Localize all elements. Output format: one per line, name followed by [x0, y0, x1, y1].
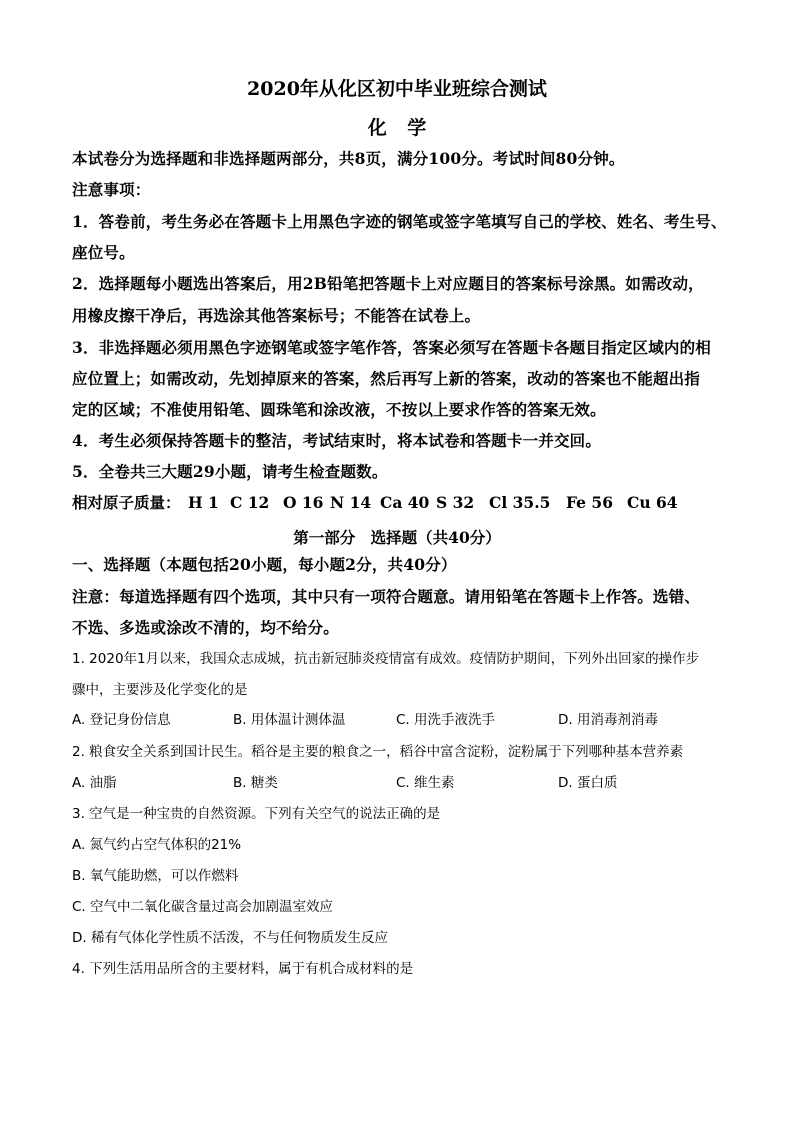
notice-1-line-2: 座位号。	[72, 243, 135, 262]
question-3-option-c: C. 空气中二氧化碳含量过高会加剧温室效应	[72, 899, 334, 915]
question-3-option-b: B. 氧气能助燃，可以作燃料	[72, 868, 239, 884]
atomic-mass-item: N 14	[330, 493, 372, 512]
question-1-stem-line-2: 骤中，主要涉及化学变化的是	[72, 682, 248, 698]
atomic-mass-item: Ca 40	[380, 493, 430, 512]
question-2-stem: 2. 粮食安全关系到国计民生。稻谷是主要的粮食之一，稻谷中富含淀粉，淀粉属于下列哪种基本营养素	[72, 744, 684, 760]
exam-title: 2020年从化区初中毕业班综合测试	[247, 78, 547, 100]
atomic-mass-label: 相对原子质量：	[72, 493, 181, 512]
notice-2-line-1: 2．选择题每小题选出答案后，用2B铅笔把答题卡上对应题目的答案标号涂黑。如需改动，	[72, 274, 704, 293]
choice-note-line-2: 不选、多选或涂改不清的，均不给分。	[72, 618, 339, 637]
exam-intro: 本试卷分为选择题和非选择题两部分，共8页，满分100分。考试时间80分钟。	[72, 149, 625, 168]
question-2-option-a: A. 油脂	[72, 775, 117, 791]
section-1-heading: 一、选择题（本题包括20小题，每小题2分，共40分）	[72, 555, 457, 574]
atomic-mass-item: C 12	[230, 493, 270, 512]
part-1-heading: 第一部分 选择题（共40分）	[293, 528, 501, 547]
atomic-mass-item: Cu 64	[627, 493, 678, 512]
atomic-mass-item: O 16	[283, 493, 324, 512]
question-1-option-d: D. 用消毒剂消毒	[558, 712, 658, 728]
notice-3-line-3: 定的区域；不准使用铅笔、圆珠笔和涂改液，不按以上要求作答的答案无效。	[72, 400, 606, 419]
notice-1-line-1: 1．答卷前，考生务必在答题卡上用黑色字迹的钢笔或签字笔填写自己的学校、姓名、考生号、	[72, 212, 727, 231]
question-3-option-a: A. 氮气约占空气体积的21%	[72, 837, 242, 853]
notice-5: 5．全卷共三大题29小题，请考生检查题数。	[72, 462, 388, 481]
choice-note-line-1: 注意：每道选择题有四个选项，其中只有一项符合题意。请用铅笔在答题卡上作答。选错、	[72, 587, 701, 606]
notice-3-line-2: 应位置上；如需改动，先划掉原来的答案，然后再写上新的答案，改动的答案也不能超出指	[72, 369, 701, 388]
notice-3-line-1: 3．非选择题必须用黑色字迹钢笔或签字笔作答，答案必须写在答题卡各题目指定区域内的相	[72, 338, 711, 357]
atomic-mass-item: S 32	[436, 493, 475, 512]
atomic-mass-item: Fe 56	[566, 493, 613, 512]
notice-heading: 注意事项：	[72, 180, 151, 199]
notice-4: 4．考生必须保持答题卡的整洁，考试结束时，将本试卷和答题卡一并交回。	[72, 431, 602, 450]
atomic-mass-item: H 1	[188, 493, 219, 512]
question-1-stem-line-1: 1. 2020年1月以来，我国众志成城，抗击新冠肺炎疫情富有成效。疫情防护期间，下列外出回家的操作步	[72, 651, 700, 667]
question-3-option-d: D. 稀有气体化学性质不活泼，不与任何物质发生反应	[72, 930, 388, 946]
question-3-stem: 3. 空气是一种宝贵的自然资源。下列有关空气的说法正确的是	[72, 806, 441, 822]
question-1-option-c: C. 用洗手液洗手	[396, 712, 496, 728]
question-1-option-a: A. 登记身份信息	[72, 712, 171, 728]
subject-title: 化 学	[367, 117, 427, 139]
notice-2-line-2: 用橡皮擦干净后，再选涂其他答案标号；不能答在试卷上。	[72, 306, 481, 325]
question-2-option-c: C. 维生素	[396, 775, 455, 791]
question-2-option-d: D. 蛋白质	[558, 775, 618, 791]
question-4-stem: 4. 下列生活用品所含的主要材料，属于有机合成材料的是	[72, 961, 414, 977]
question-1-option-b: B. 用体温计测体温	[233, 712, 346, 728]
question-2-option-b: B. 糖类	[233, 775, 278, 791]
atomic-mass-item: Cl 35.5	[489, 493, 551, 512]
